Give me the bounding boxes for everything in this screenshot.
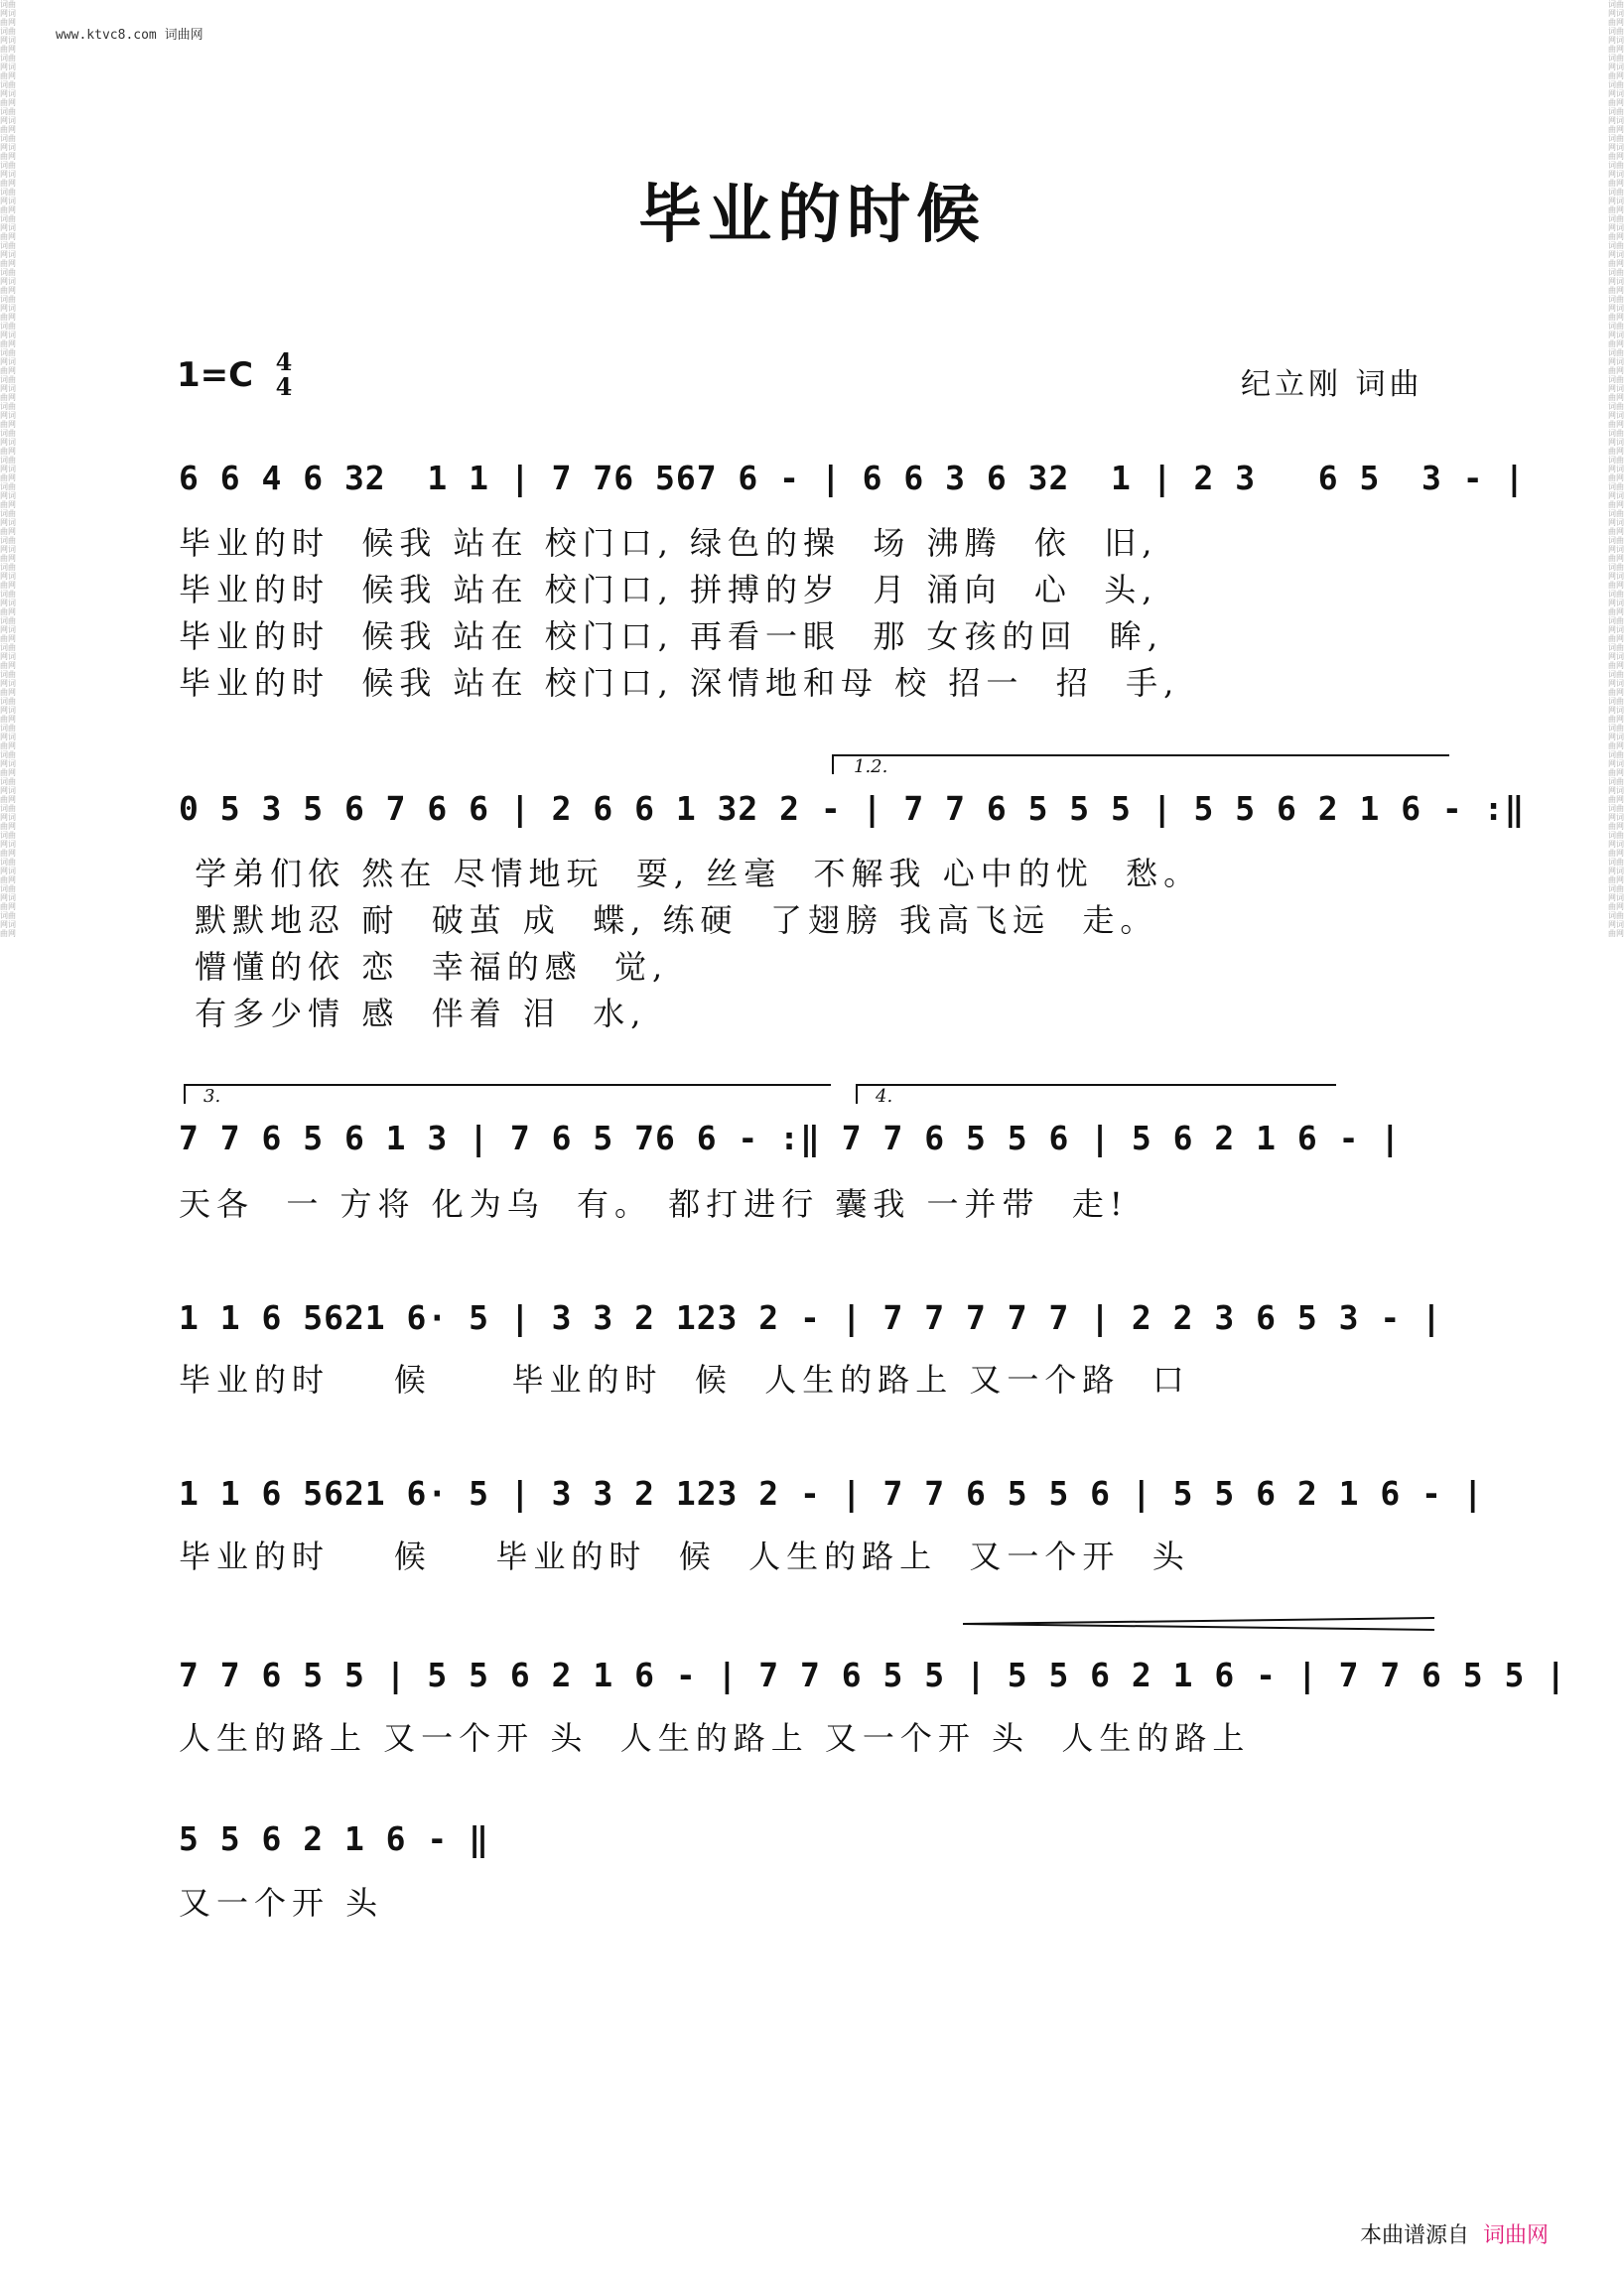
- system-2-notes: 0 5 3 5 6 7 6 6 | 2 6 6 1 32 2 - | 7 7 6 5 5 5 | 5 5 6 2 1 6 - :‖: [179, 789, 1526, 828]
- volta-bracket-1-2: [832, 754, 1449, 774]
- brand-link[interactable]: 词曲网: [1483, 2223, 1550, 2248]
- song-title: 毕业的时候: [638, 178, 986, 252]
- volta-bracket-3: [184, 1084, 831, 1104]
- side-watermark-left: 词曲网词曲网词曲网词曲网词曲网词曲网词曲网词曲网词曲网词曲网词曲网词曲网词曲网词曲网词曲网词曲网词曲网词曲网词曲网词曲网词曲网词曲网词曲网词曲网词曲网词曲网词曲网词曲网词曲网词曲网词曲网词曲网词曲网词曲网词曲网词曲网词曲网词曲网词曲网词曲网词曲网词曲网词曲网词曲网词曲网词曲网词曲网词曲网词曲网词曲网词曲网词曲网词曲网词曲网词曲网词曲网词曲网词曲网词曲网词曲网词曲网词曲网词曲网词曲网词曲网词曲网词曲网词曲网词曲网词曲网: [0, 0, 16, 938]
- system-7-lyric-1: 又一个开 头: [179, 1884, 384, 1922]
- source-footer: [1360, 2218, 1549, 2249]
- system-3-lyric-1: 天各 一 方将 化为乌 有。 都打进行 囊我 一并带 走!: [179, 1185, 1129, 1223]
- system-2-lyric-3: 懵懂的依 恋 幸福的感 觉,: [179, 948, 669, 986]
- volta-label-3: 3.: [203, 1086, 221, 1107]
- time-signature: [268, 349, 300, 399]
- system-4-lyric-1: 毕业的时 候 毕业的时 候 人生的路上 又一个路 口: [179, 1361, 1190, 1399]
- system-1-notes: 6 6 4 6 32 1 1 | 7 76 567 6 - | 6 6 3 6 32 1 | 2 3 6 5 3 - |: [179, 459, 1526, 497]
- system-1-lyric-4: 毕业的时 候我 站在 校门口, 深情地和母 校 招一 招 手,: [179, 664, 1180, 702]
- side-watermark-right: 词曲网词曲网词曲网词曲网词曲网词曲网词曲网词曲网词曲网词曲网词曲网词曲网词曲网词曲网词曲网词曲网词曲网词曲网词曲网词曲网词曲网词曲网词曲网词曲网词曲网词曲网词曲网词曲网词曲网词曲网词曲网词曲网词曲网词曲网词曲网词曲网词曲网词曲网词曲网词曲网词曲网词曲网词曲网词曲网词曲网词曲网词曲网词曲网词曲网词曲网词曲网词曲网词曲网词曲网词曲网词曲网词曲网词曲网词曲网词曲网词曲网词曲网词曲网词曲网词曲网词曲网词曲网词曲网词曲网词曲网: [1608, 0, 1624, 938]
- system-1-lyric-3: 毕业的时 候我 站在 校门口, 再看一眼 那 女孩的回 眸,: [179, 617, 1164, 655]
- system-4-notes: 1 1 6 5621 6· 5 | 3 3 2 123 2 - | 7 7 7 7 7 | 2 2 3 6 5 3 - |: [179, 1298, 1442, 1337]
- volta-bracket-4: [856, 1084, 1336, 1104]
- system-7-notes: 5 5 6 2 1 6 - ‖: [179, 1819, 490, 1858]
- system-1-lyric-1: 毕业的时 候我 站在 校门口, 绿色的操 场 沸腾 依 旧,: [179, 524, 1158, 562]
- system-2-lyric-2: 默默地忍 耐 破茧 成 蝶, 练硬 了翅膀 我高飞远 走。: [179, 901, 1158, 939]
- source-text: 本曲谱源自: [1360, 2223, 1470, 2248]
- system-3-notes: 7 7 6 5 6 1 3 | 7 6 5 76 6 - :‖ 7 7 6 5 5 6 | 5 6 2 1 6 - |: [179, 1119, 1402, 1157]
- system-5-lyric-1: 毕业的时 候 毕业的时 候 人生的路上 又一个开 头: [179, 1538, 1190, 1575]
- credits: 纪立刚 词曲: [1241, 367, 1423, 402]
- system-2-lyric-1: 学弟们依 然在 尽情地玩 耍, 丝毫 不解我 心中的忧 愁。: [179, 855, 1202, 892]
- system-2-lyric-4: 有多少情 感 伴着 泪 水,: [179, 995, 647, 1032]
- system-5-notes: 1 1 6 5621 6· 5 | 3 3 2 123 2 - | 7 7 6 5 5 6 | 5 5 6 2 1 6 - |: [179, 1474, 1484, 1513]
- key-signature: 1=C: [177, 355, 254, 395]
- volta-label-1-2: 1.2.: [854, 756, 888, 777]
- volta-label-4: 4.: [876, 1086, 893, 1107]
- time-signature-top: 4: [275, 347, 293, 376]
- time-signature-bottom: 4: [275, 372, 293, 401]
- site-watermark: www.ktvc8.com 词曲网: [56, 28, 203, 43]
- system-6-lyric-1: 人生的路上 又一个开 头 人生的路上 又一个开 头 人生的路上: [179, 1719, 1251, 1757]
- system-1-lyric-2: 毕业的时 候我 站在 校门口, 拼搏的岁 月 涌向 心 头,: [179, 571, 1158, 608]
- system-6-notes: 7 7 6 5 5 | 5 5 6 2 1 6 - | 7 7 6 5 5 | 5 5 6 2 1 6 - | 7 7 6 5 5 |: [179, 1656, 1567, 1694]
- decrescendo-hairpin: [963, 1616, 1439, 1632]
